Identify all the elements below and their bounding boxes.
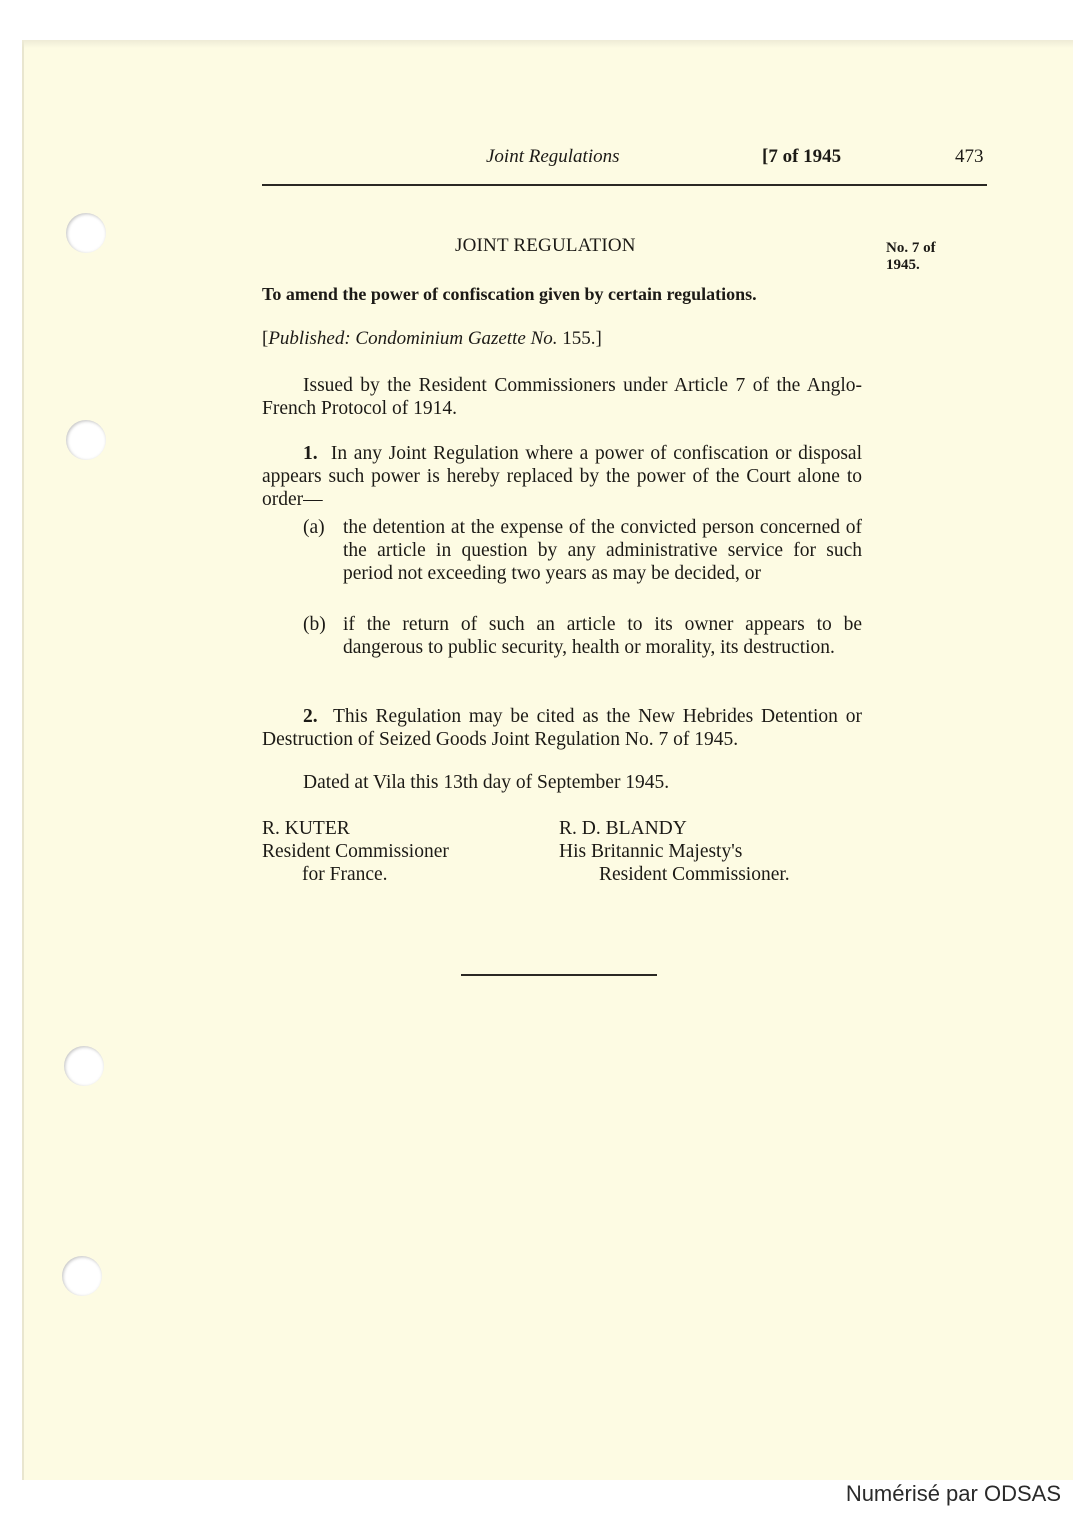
running-title: Joint Regulations <box>486 146 620 167</box>
page-edge <box>22 40 24 1480</box>
section-text: In any Joint Regulation where a power of confiscation or disposal appears such power is hereby replaced by the power of the Court alone to order— <box>262 443 863 510</box>
published-number: 155.] <box>557 328 602 349</box>
section-number: 2. <box>303 706 318 727</box>
header-rule <box>262 184 987 186</box>
page-number: 473 <box>955 146 984 167</box>
section-text: This Regulation may be cited as the New Hebrides Detention or Destruction of Seized Goods Joint Regulation No. 7 of 1945. <box>262 706 863 750</box>
published-bracket: [ <box>262 328 269 349</box>
long-title: To amend the power of confiscation given by certain regulations. <box>262 284 757 304</box>
section-1 <box>262 442 862 511</box>
section-number: 1. <box>303 443 318 464</box>
signatory-title: for France. <box>302 864 388 885</box>
signatory-name: R. KUTER <box>262 818 350 839</box>
running-reference: [7 of 1945 <box>762 146 842 167</box>
page-top-shadow <box>22 40 1073 48</box>
binder-hole <box>62 1256 102 1296</box>
margin-note <box>886 240 936 274</box>
signatory-title: Resident Commissioner <box>262 841 449 862</box>
published-label: Published: Condominium Gazette No. <box>268 328 558 349</box>
clause-label: (a) <box>303 517 325 538</box>
signatory-title: Resident Commissioner. <box>599 864 790 885</box>
end-rule <box>461 974 657 976</box>
binder-hole <box>66 213 106 253</box>
regulation-heading: JOINT REGULATION <box>455 235 636 256</box>
clause-text: if the return of such an article to its owner appears to be dangerous to public security, health or morality, its destruction. <box>343 614 862 658</box>
signature-block-right <box>559 817 790 886</box>
dated-line: Dated at Vila this 13th day of September 1945. <box>303 772 670 793</box>
signatory-name: R. D. BLANDY <box>559 818 687 839</box>
section-2 <box>262 705 862 751</box>
margin-note-line: 1945. <box>886 257 920 273</box>
signatory-title: His Britannic Majesty's <box>559 841 743 862</box>
signature-block-left <box>262 817 449 886</box>
clause-label: (b) <box>303 614 326 635</box>
clause-text: the detention at the expense of the convicted person concerned of the article in question by any administrative service for such period not exceeding two years as may be decided, or <box>343 517 862 584</box>
issued-paragraph: Issued by the Resident Commissioners under Article 7 of the Anglo-French Protocol of 1914. <box>262 375 862 419</box>
digitized-credit: Numérisé par ODSAS <box>845 1481 1061 1506</box>
binder-hole <box>64 1046 104 1086</box>
binder-hole <box>66 420 106 460</box>
published-note <box>262 328 602 350</box>
margin-note-line: No. 7 of <box>886 240 936 256</box>
